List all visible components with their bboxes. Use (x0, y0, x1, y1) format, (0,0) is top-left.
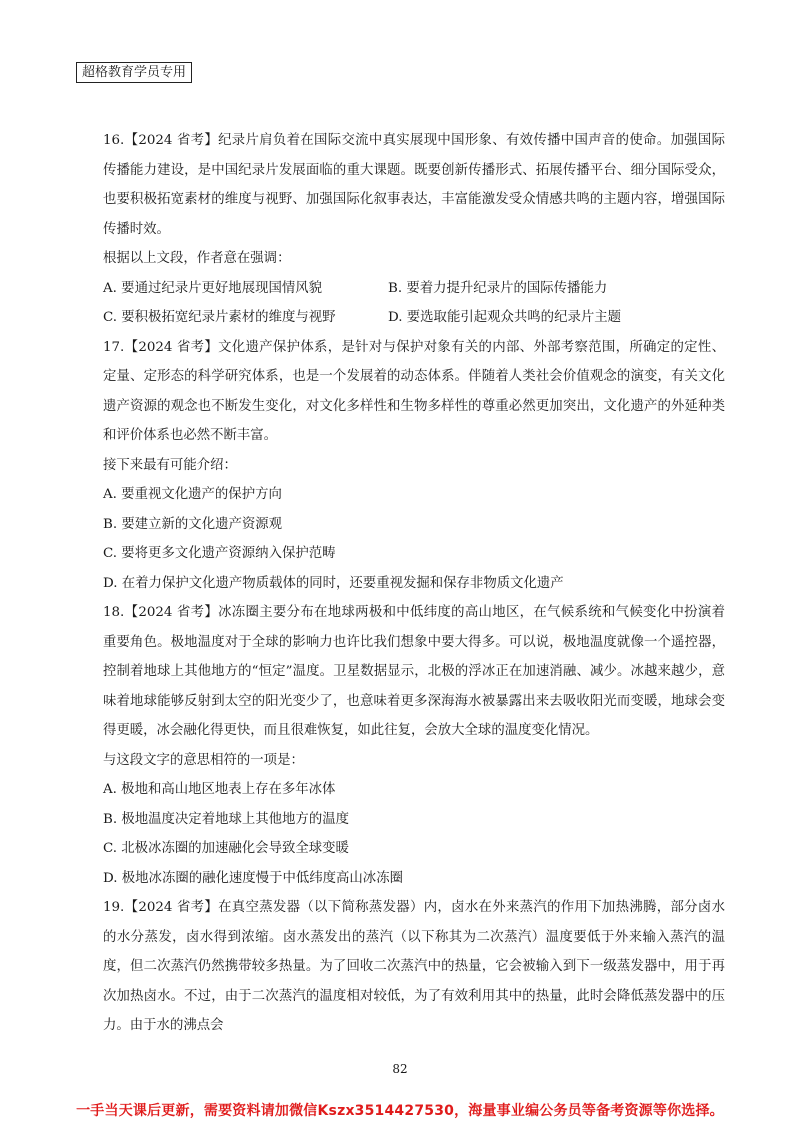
q16-question: 根据以上文段，作者意在强调： (103, 251, 291, 266)
q18-option-b: B. 极地温度决定着地球上其他地方的温度 (103, 811, 349, 827)
q17-question: 接下来最有可能介绍： (103, 457, 237, 473)
q16-options-row-1 (103, 274, 725, 304)
q17-option-c: C. 要将更多文化遗产资源纳入保护范畴 (103, 546, 336, 561)
q18-option-c: C. 北极冰冻圈的加速融化会导致全球变暖 (103, 841, 349, 856)
q16-option-d: D. 要选取能引起观众共鸣的纪录片主题 (388, 310, 622, 325)
q19-stem: 19.【2024 省考】在真空蒸发器（以下简称蒸发器）内，卤水在外来蒸汽的作用下加热沸腾，部分卤水的水分蒸发，卤水得到浓缩。卤水蒸发出的蒸汽（以下称其为二次蒸汽）温度要低于外来输入蒸汽的温度，但二次蒸汽仍然携带较多热量。为了回收二次蒸汽中的热量，它会被输入到下一级蒸发器中，用于再次加热卤水。不过，由于二次蒸汽的温度相对较低，为了有效利用其中的热量，此时会降低蒸发器中的压力。由于水的沸点会 (103, 900, 725, 1033)
q16-option-a: A. 要通过纪录片更好地展现国情风貌 (103, 280, 323, 296)
q17-option-a: A. 要重视文化遗产的保护方向 (103, 487, 282, 502)
document-body (103, 126, 725, 1041)
q18-question: 与这段文字的意思相符的一项是： (103, 752, 304, 768)
header-label: 超格教育学员专用 (82, 65, 187, 80)
q16-option-c: C. 要积极拓宽纪录片素材的维度与视野 (103, 310, 336, 325)
q18-option-d: D. 极地冰冻圈的融化速度慢于中低纬度高山冰冻圈 (103, 870, 403, 886)
q17-option-b: B. 要建立新的文化遗产资源观 (103, 516, 283, 532)
header-label-box (76, 62, 192, 83)
q18-stem: 18.【2024 省考】冰冻圈主要分布在地球两极和中低纬度的高山地区，在气候系统和气候变化中扮演着重要角色。极地温度对于全球的影响力也许比我们想象中要大得多。可以说，极地温度就像一个遥控器，控制着地球上其他地方的“恒定”温度。卫星数据显示，北极的浮冰正在加速消融、减少。冰越来越少，意味着地球能够反射到太空的阳光变少了，也意味着更多深海海水被暴露出来去吸收阳光而变暖，地球会变得更暖，冰会融化得更快，而且很难恢复，如此往复，会放大全球的温度变化情况。 (103, 605, 725, 738)
q17-option-d: D. 在着力保护文化遗产物质载体的同时，还要重视发掘和保存非物质文化遗产 (103, 575, 564, 591)
page-number: 82 (392, 1062, 408, 1076)
q17-stem: 17.【2024 省考】文化遗产保护体系，是针对与保护对象有关的内部、外部考察范围，所确定的定性、定量、定形态的科学研究体系，也是一个发展着的动态体系。伴随着人类社会价值观念的演变，有关文化遗产资源的观念也不断发生变化，对文化多样性和生物多样性的尊重必然更加突出，文化遗产的外延种类和评价体系也必然不断丰富。 (103, 339, 725, 443)
q16-options-row-2 (103, 303, 725, 333)
q18-option-a: A. 极地和高山地区地表上存在多年冰体 (103, 782, 336, 797)
q16-stem: 16.【2024 省考】纪录片肩负着在国际交流中真实展现中国形象、有效传播中国声音的使命。加强国际传播能力建设，是中国纪录片发展面临的重大课题。既要创新传播形式、拓展传播平台、细分国际受众，也要积极拓宽素材的维度与视野、加强国际化叙事表达，丰富能激发受众情感共鸣的主题内容，增强国际传播时效。 (103, 133, 725, 237)
q16-option-b: B. 要着力提升纪录片的国际传播能力 (388, 280, 608, 296)
footer-promo-note: 一手当天课后更新，需要资料请加微信Kszx3514427530，海量事业编公务员等备考资源等你选择。 (76, 1103, 724, 1119)
